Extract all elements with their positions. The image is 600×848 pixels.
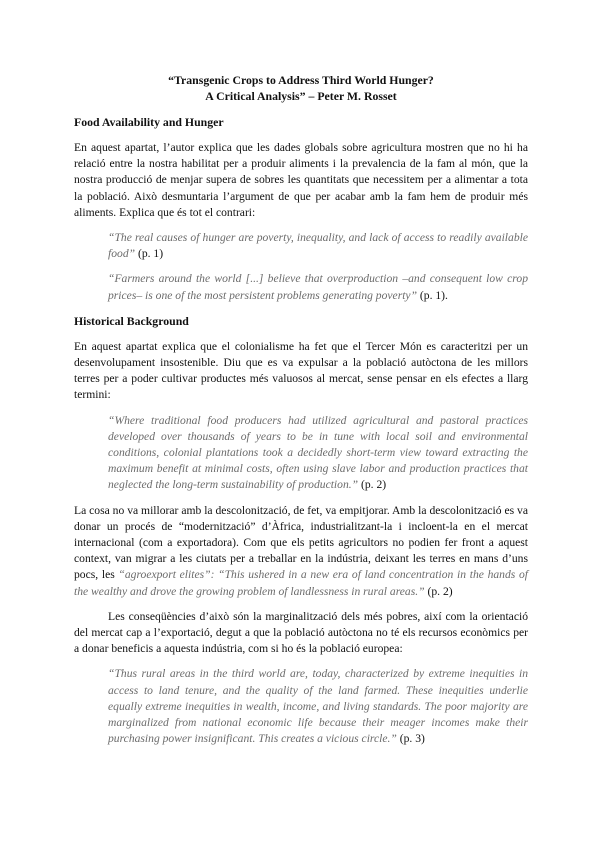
section-heading-historical-background: Historical Background: [74, 313, 189, 328]
quote-citation: (p. 1): [135, 247, 164, 261]
paragraph: En aquest apartat, l’autor explica que les dades globals sobre agricultura mostren que no hi ha relació entre la nostra habilitat per a produir aliments i la prevalencia de la fam al món, que la nostra producció de menjar supera de sobres les quantitats que necessitem per a alimentar a tota la població. Això desmuntaria l’argument de que per acabar amb la fam hem de produir més aliments. Explica que és tot el contrari:: [74, 141, 528, 219]
paragraph-text: La cosa no va millorar amb la descolonització, de fet, va empitjorar. Amb la descolonització es va donar un procés de “modernització” d’Àfrica, industrialitzant-la i incloent-la en el mercat internacional (com a exportadora). Com que els petits agricultors no podien fer front a aquest context, van migrar a les ciutats per a treballar en la indústria, deixant les terres en mans d’uns pocs, les: [74, 503, 528, 582]
quote-block: [108, 230, 528, 262]
quote-citation: (p. 1).: [417, 288, 448, 302]
title-line-2: A Critical Analysis” – Peter M. Rosset: [205, 89, 397, 103]
document-title: [74, 72, 528, 104]
quote-block: [108, 271, 528, 303]
paragraph: En aquest apartat explica que el colonialisme ha fet que el Tercer Món es caracteritzi per un desenvolupament insostenible. Diu que es va expulsar a la població autòctona de les millors terres per a poder cultivar productes més valuosos al mercat, sense pensar en els efectes a llarg termini:: [74, 339, 528, 402]
inline-quote: “agroexport elites”: “This ushered in a new era of land concentration in the hands of the wealthy and drove the growing problem of landlessness in rural areas.”: [74, 568, 528, 598]
quote-citation: (p. 2): [358, 478, 387, 492]
paragraph: Les conseqüències d’això són la marginalització dels més pobres, així com la orientació del mercat cap a l’exportació, degut a que la població autòctona no té els recursos econòmics per a donar beneficis a aquesta indústria, com si ho és la població europea:: [74, 609, 528, 656]
quote-text: “Farmers around the world [...] believe that overproduction –and consequent low crop prices– is one of the most persistent problems generating poverty”: [108, 272, 528, 302]
quote-block: [108, 666, 528, 747]
quote-block: [108, 413, 528, 494]
title-line-1: “Transgenic Crops to Address Third World Hunger?: [168, 73, 434, 87]
quote-text: “Where traditional food producers had utilized agricultural and pastoral practices developed over thousands of years to be in tune with local soil and environmental conditions, colonial plantations took a decidedly short-term view toward extracting the maximum benefit at minimal costs, often using slave labor and production practices that neglected the long-term sustainability of production.”: [108, 413, 528, 492]
document-page: [74, 72, 528, 757]
inline-citation: (p. 2): [424, 584, 453, 598]
quote-citation: (p. 3): [396, 732, 425, 746]
quote-text: “Thus rural areas in the third world are, today, characterized by extreme inequities in access to land tenure, and the quality of the land farmed. These inequities underlie equally extreme inequities in wealth, income, and living standards. The poor majority are marginalized from national economic life because their meager incomes make their purchasing power insignificant. This creates a vicious circle.”: [108, 667, 528, 746]
paragraph: [74, 503, 528, 600]
quote-text: “The real causes of hunger are poverty, inequality, and lack of access to readily available food”: [108, 231, 528, 261]
section-heading-food-availability: Food Availability and Hunger: [74, 115, 224, 129]
